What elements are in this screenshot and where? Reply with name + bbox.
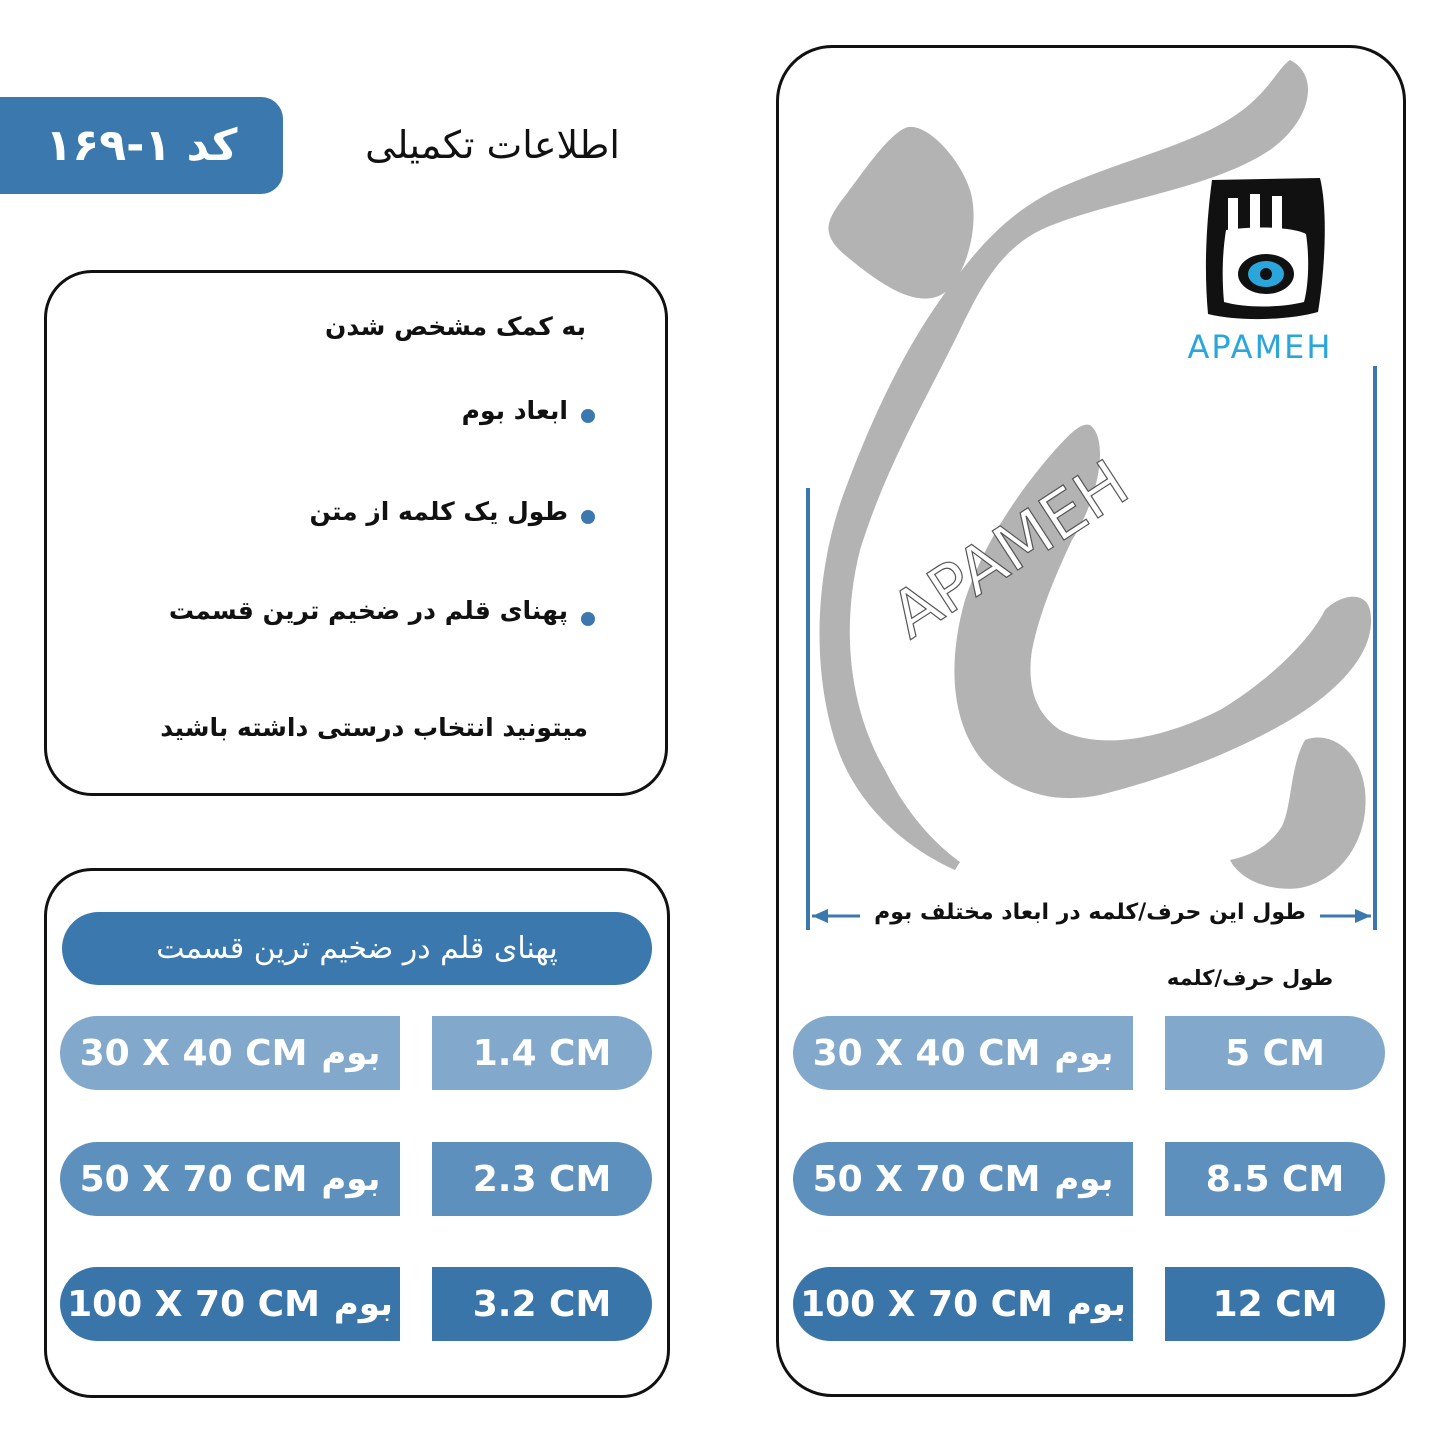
measurement-caption: طول این حرف/کلمه در ابعاد مختلف بوم: [874, 900, 1306, 925]
pen-width-value: 2.3 CM: [472, 1158, 612, 1200]
calligraphy-dot: [829, 127, 974, 299]
canvas-label: بوم: [1054, 1033, 1114, 1073]
canvas-label: بوم: [321, 1033, 381, 1073]
info-item-pen-width: پهنای قلم در ضخیم ترین قسمت: [168, 596, 568, 625]
word-canvas-size-row-3: [793, 1267, 1133, 1341]
info-intro: به کمک مشخص شدن: [325, 312, 586, 341]
canvas-size-text: 30 X 40 CM: [79, 1032, 308, 1074]
word-length-value-row-2: [1165, 1142, 1385, 1216]
logo-text: APAMEH: [1187, 328, 1333, 366]
bullet-dot: [581, 510, 595, 524]
pen-width-value-row-2: [432, 1142, 652, 1216]
bullet-dot: [581, 409, 595, 423]
pen-canvas-size-row-1: [60, 1016, 400, 1090]
product-code: کد ۱-۱۶۹: [45, 120, 238, 171]
word-length-value: 12 CM: [1212, 1283, 1338, 1325]
canvas-size-text: 50 X 70 CM: [812, 1158, 1041, 1200]
page-title: اطلاعات تکمیلی: [365, 123, 620, 167]
word-canvas-size-row-1: [793, 1016, 1133, 1090]
word-canvas-size-row-2: [793, 1142, 1133, 1216]
word-length-value: 8.5 CM: [1205, 1158, 1345, 1200]
canvas-size-text: 100 X 70 CM: [67, 1283, 320, 1325]
canvas-size-text: 100 X 70 CM: [800, 1283, 1053, 1325]
arrow-right-icon: [1355, 909, 1371, 923]
pen-width-value-row-1: [432, 1016, 652, 1090]
canvas-label: بوم: [321, 1159, 381, 1199]
arrow-left-icon: [812, 909, 828, 923]
canvas-size-text: 50 X 70 CM: [79, 1158, 308, 1200]
canvas-label: بوم: [333, 1284, 393, 1324]
info-item-canvas-size: ابعاد بوم: [461, 396, 568, 425]
canvas-size-text: 30 X 40 CM: [812, 1032, 1041, 1074]
pen-width-value-row-3: [432, 1267, 652, 1341]
pen-width-header: [62, 912, 652, 985]
info-item-word-length: طول یک کلمه از متن: [309, 497, 568, 526]
canvas-label: بوم: [1054, 1159, 1114, 1199]
word-length-column-label: طول حرف/کلمه: [1166, 966, 1334, 990]
word-length-value: 5 CM: [1225, 1032, 1325, 1074]
measurement-lines: [800, 360, 1390, 940]
pen-canvas-size-row-3: [60, 1267, 400, 1341]
product-code-tab: [0, 97, 283, 194]
info-outro: میتونید انتخاب درستی داشته باشید: [160, 713, 588, 742]
canvas-label: بوم: [1066, 1284, 1126, 1324]
pen-width-value: 1.4 CM: [472, 1032, 612, 1074]
word-length-value-row-3: [1165, 1267, 1385, 1341]
pen-canvas-size-row-2: [60, 1142, 400, 1216]
apameh-logo-icon: [1200, 170, 1330, 330]
word-length-value-row-1: [1165, 1016, 1385, 1090]
watermark-text: APAMEH: [878, 446, 1142, 654]
pen-width-header-label: پهنای قلم در ضخیم ترین قسمت: [156, 931, 558, 966]
pen-width-value: 3.2 CM: [472, 1283, 612, 1325]
bullet-dot: [581, 612, 595, 626]
